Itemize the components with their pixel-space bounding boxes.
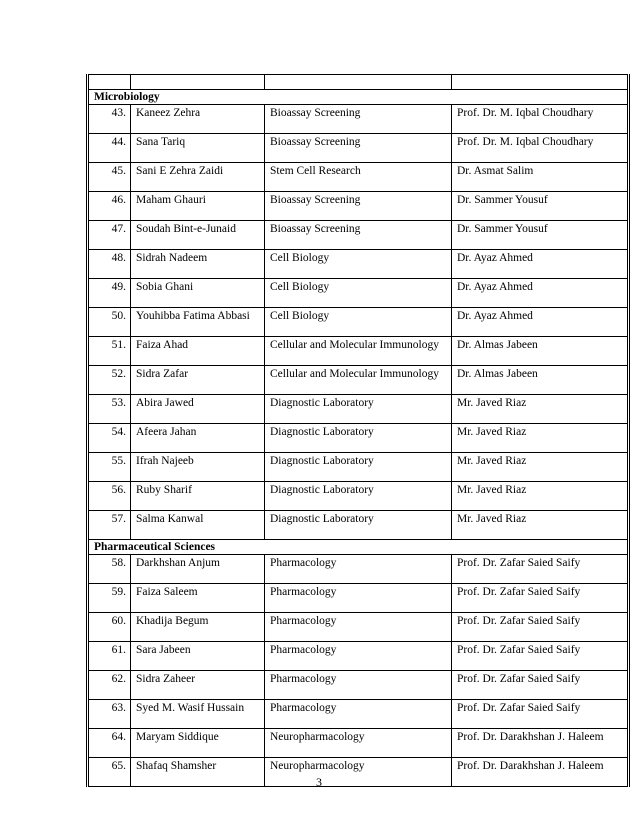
student-name: Syed M. Wasif Hussain	[131, 700, 265, 729]
table-row	[88, 424, 629, 453]
row-number: 56.	[88, 482, 131, 511]
research-field: Pharmacology	[265, 700, 452, 729]
student-name: Sara Jabeen	[131, 642, 265, 671]
row-number: 57.	[88, 511, 131, 540]
supervisor-name: Prof. Dr. Zafar Saied Saify	[452, 555, 629, 584]
supervisor-name: Dr. Sammer Yousuf	[452, 192, 629, 221]
student-name: Kaneez Zehra	[131, 105, 265, 134]
supervisor-name: Mr. Javed Riaz	[452, 424, 629, 453]
student-name: Sidra Zafar	[131, 366, 265, 395]
table-row	[88, 395, 629, 424]
blank-cell	[452, 75, 629, 90]
blank-row	[88, 75, 629, 90]
research-field: Cell Biology	[265, 279, 452, 308]
row-number: 43.	[88, 105, 131, 134]
student-name: Sana Tariq	[131, 134, 265, 163]
row-number: 48.	[88, 250, 131, 279]
row-number: 51.	[88, 337, 131, 366]
research-field: Cellular and Molecular Immunology	[265, 366, 452, 395]
student-table	[86, 74, 630, 787]
section-title: Microbiology	[88, 90, 629, 105]
supervisor-name: Prof. Dr. Zafar Saied Saify	[452, 642, 629, 671]
row-number: 65.	[88, 758, 131, 787]
table-row	[88, 453, 629, 482]
student-name: Khadija Begum	[131, 613, 265, 642]
supervisor-name: Prof. Dr. Darakhshan J. Haleem	[452, 729, 629, 758]
table-row	[88, 163, 629, 192]
student-name: Salma Kanwal	[131, 511, 265, 540]
table-row	[88, 366, 629, 395]
research-field: Cell Biology	[265, 250, 452, 279]
row-number: 55.	[88, 453, 131, 482]
student-name: Maham Ghauri	[131, 192, 265, 221]
row-number: 61.	[88, 642, 131, 671]
research-field: Bioassay Screening	[265, 134, 452, 163]
supervisor-name: Mr. Javed Riaz	[452, 453, 629, 482]
student-name: Youhibba Fatima Abbasi	[131, 308, 265, 337]
research-field: Cellular and Molecular Immunology	[265, 337, 452, 366]
supervisor-name: Prof. Dr. Zafar Saied Saify	[452, 584, 629, 613]
supervisor-name: Prof. Dr. Zafar Saied Saify	[452, 700, 629, 729]
supervisor-name: Dr. Ayaz Ahmed	[452, 308, 629, 337]
row-number: 58.	[88, 555, 131, 584]
student-name: Shafaq Shamsher	[131, 758, 265, 787]
research-field: Pharmacology	[265, 671, 452, 700]
student-name: Sidrah Nadeem	[131, 250, 265, 279]
row-number: 60.	[88, 613, 131, 642]
table-row	[88, 671, 629, 700]
research-field: Diagnostic Laboratory	[265, 424, 452, 453]
research-field: Pharmacology	[265, 584, 452, 613]
research-field: Bioassay Screening	[265, 105, 452, 134]
research-field: Diagnostic Laboratory	[265, 511, 452, 540]
supervisor-name: Dr. Sammer Yousuf	[452, 221, 629, 250]
table-body	[88, 75, 629, 787]
supervisor-name: Dr. Almas Jabeen	[452, 337, 629, 366]
supervisor-name: Mr. Javed Riaz	[452, 482, 629, 511]
research-field: Neuropharmacology	[265, 729, 452, 758]
research-field: Bioassay Screening	[265, 192, 452, 221]
student-name: Sobia Ghani	[131, 279, 265, 308]
table-row	[88, 279, 629, 308]
table-row	[88, 613, 629, 642]
research-field: Diagnostic Laboratory	[265, 395, 452, 424]
row-number: 44.	[88, 134, 131, 163]
row-number: 62.	[88, 671, 131, 700]
table-row	[88, 482, 629, 511]
supervisor-name: Prof. Dr. Zafar Saied Saify	[452, 671, 629, 700]
student-name: Darkhshan Anjum	[131, 555, 265, 584]
table-row	[88, 700, 629, 729]
research-field: Diagnostic Laboratory	[265, 482, 452, 511]
supervisor-name: Mr. Javed Riaz	[452, 395, 629, 424]
table-row	[88, 192, 629, 221]
research-field: Pharmacology	[265, 642, 452, 671]
table-row	[88, 584, 629, 613]
research-field: Pharmacology	[265, 613, 452, 642]
row-number: 50.	[88, 308, 131, 337]
supervisor-name: Prof. Dr. M. Iqbal Choudhary	[452, 134, 629, 163]
table-row	[88, 511, 629, 540]
student-name: Sani E Zehra Zaidi	[131, 163, 265, 192]
row-number: 52.	[88, 366, 131, 395]
research-field: Diagnostic Laboratory	[265, 453, 452, 482]
research-field: Neuropharmacology	[265, 758, 452, 787]
research-field: Stem Cell Research	[265, 163, 452, 192]
table-row	[88, 105, 629, 134]
student-name: Faiza Ahad	[131, 337, 265, 366]
supervisor-name: Prof. Dr. Darakhshan J. Haleem	[452, 758, 629, 787]
supervisor-name: Prof. Dr. Zafar Saied Saify	[452, 613, 629, 642]
section-title: Pharmaceutical Sciences	[88, 540, 629, 555]
research-field: Cell Biology	[265, 308, 452, 337]
student-name: Faiza Saleem	[131, 584, 265, 613]
table-row	[88, 642, 629, 671]
table-row	[88, 729, 629, 758]
student-name: Ruby Sharif	[131, 482, 265, 511]
student-name: Abira Jawed	[131, 395, 265, 424]
supervisor-name: Dr. Ayaz Ahmed	[452, 250, 629, 279]
student-name: Soudah Bint-e-Junaid	[131, 221, 265, 250]
supervisor-name: Mr. Javed Riaz	[452, 511, 629, 540]
blank-cell	[131, 75, 265, 90]
supervisor-name: Dr. Asmat Salim	[452, 163, 629, 192]
supervisor-name: Prof. Dr. M. Iqbal Choudhary	[452, 105, 629, 134]
table-row	[88, 308, 629, 337]
student-name: Sidra Zaheer	[131, 671, 265, 700]
row-number: 47.	[88, 221, 131, 250]
row-number: 59.	[88, 584, 131, 613]
row-number: 64.	[88, 729, 131, 758]
research-field: Bioassay Screening	[265, 221, 452, 250]
table-row	[88, 337, 629, 366]
blank-cell	[88, 75, 131, 90]
row-number: 46.	[88, 192, 131, 221]
page-number: 3	[316, 775, 322, 789]
student-name: Ifrah Najeeb	[131, 453, 265, 482]
table-row	[88, 555, 629, 584]
student-name: Maryam Siddique	[131, 729, 265, 758]
supervisor-name: Dr. Almas Jabeen	[452, 366, 629, 395]
row-number: 45.	[88, 163, 131, 192]
research-field: Pharmacology	[265, 555, 452, 584]
table-row	[88, 134, 629, 163]
table-row	[88, 250, 629, 279]
table-row	[88, 221, 629, 250]
row-number: 49.	[88, 279, 131, 308]
row-number: 54.	[88, 424, 131, 453]
blank-cell	[265, 75, 452, 90]
section-header-row	[88, 540, 629, 555]
section-header-row	[88, 90, 629, 105]
row-number: 53.	[88, 395, 131, 424]
student-name: Afeera Jahan	[131, 424, 265, 453]
row-number: 63.	[88, 700, 131, 729]
supervisor-name: Dr. Ayaz Ahmed	[452, 279, 629, 308]
